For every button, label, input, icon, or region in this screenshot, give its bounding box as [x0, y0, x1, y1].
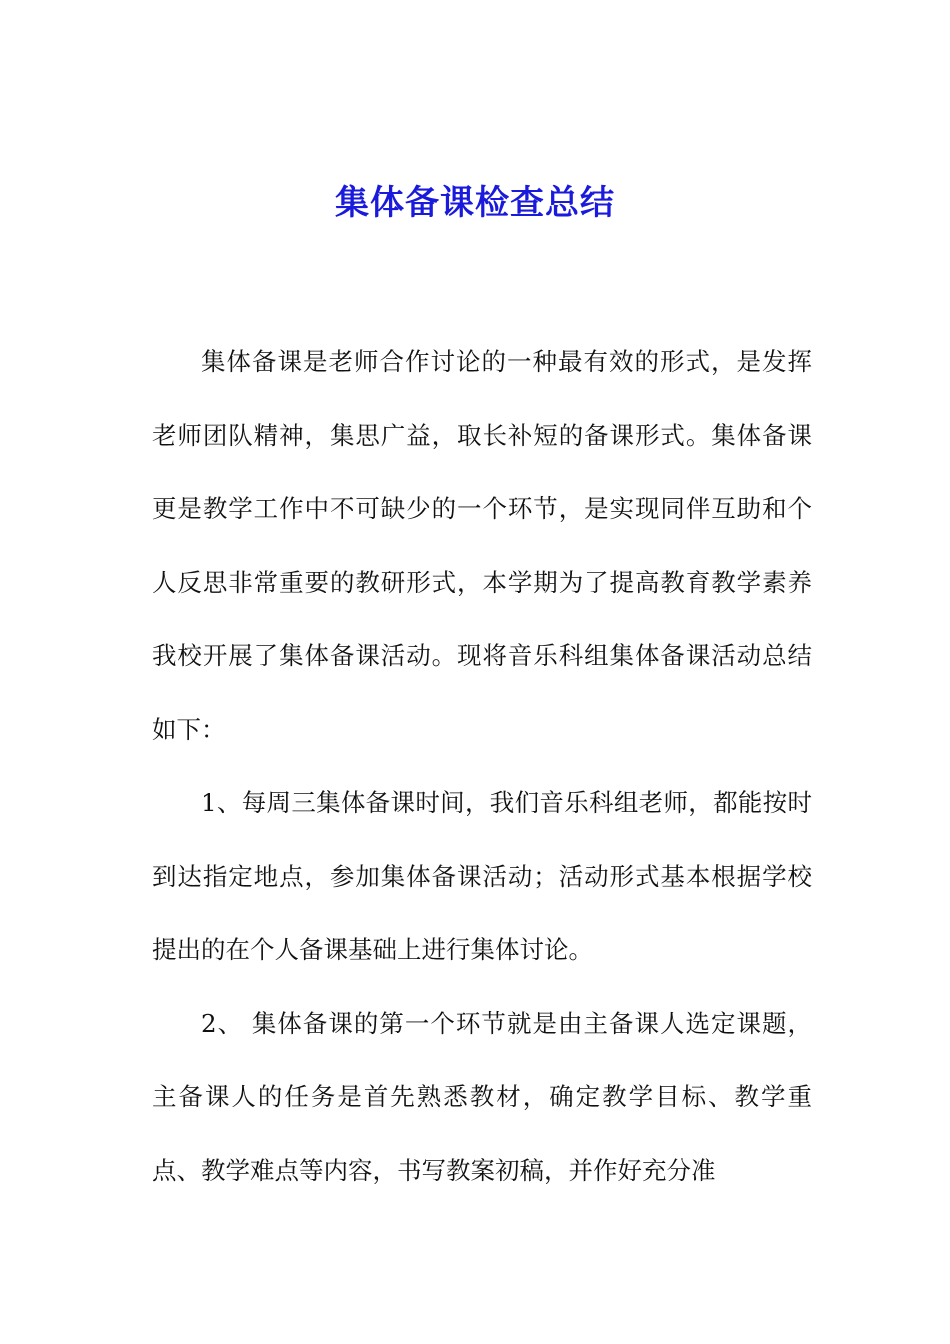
paragraph-item-2: 2、 集体备课的第一个环节就是由主备课人选定课题，主备课人的任务是首先熟悉教材，确定教学目标、教学重点、教学难点等内容，书写教案初稿，并作好充分准 [152, 1008, 812, 1185]
document-title: 集体备课检查总结 [335, 183, 615, 223]
paragraph-item-1: 1、每周三集体备课时间，我们音乐科组老师，都能按时到达指定地点，参加集体备课活动；活动形式基本根据学校提出的在个人备课基础上进行集体讨论。 [152, 788, 812, 964]
paragraph-intro: 集体备课是老师合作讨论的一种最有效的形式，是发挥老师团队精神，集思广益，取长补短的备课形式。集体备课更是教学工作中不可缺少的一个环节，是实现同伴互助和个人反思非常重要的教研形式，本学期为了提高教育教学素养我校开展了集体备课活动。现将音乐科组集体备课活动总结如下： [152, 347, 812, 744]
document-body [152, 325, 812, 1207]
